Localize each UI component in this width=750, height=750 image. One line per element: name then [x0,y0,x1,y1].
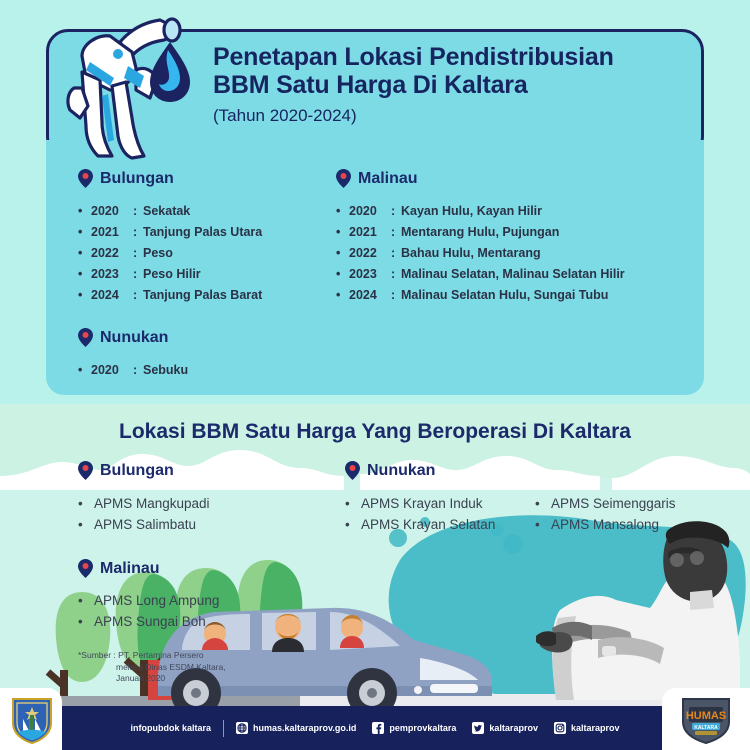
year-row [336,288,608,302]
year-label: 2022 [91,246,119,260]
section2-group-nunukan-heading: Nunukan [367,462,436,479]
apms-item [345,496,483,511]
location-pin-icon [78,559,93,578]
apms-label: APMS Mansalong [551,517,660,532]
source-line-1: *Sumber : PT. Pertamina Persero [78,650,204,660]
separator: : [133,288,138,302]
list-bullet: • [345,517,350,532]
location-value: Mentarang Hulu, Pujungan [401,225,560,239]
separator: : [391,225,396,239]
footer-content [0,706,750,750]
year-row [336,246,541,260]
year-label: 2020 [91,204,119,218]
year-label: 2024 [349,288,377,302]
apms-label: APMS Krayan Selatan [361,517,496,532]
year-row [336,267,625,281]
location-value: Bahau Hulu, Mentarang [401,246,541,260]
section1-group-bulungan-heading: Bulungan [100,170,174,187]
apms-label: APMS Krayan Induk [361,496,483,511]
location-value: Tanjung Palas Utara [143,225,263,239]
list-bullet: • [336,288,341,302]
twitter-icon [472,722,484,734]
fuel-nozzle-icon [52,6,192,166]
section2-title: Lokasi BBM Satu Harga Yang Beroperasi Di Kaltara [119,420,631,443]
svg-text:KALTARA: KALTARA [694,725,718,731]
section2-group-bulungan-heading: Bulungan [100,462,174,479]
year-label: 2024 [91,288,119,302]
year-label: 2023 [91,267,119,281]
section2-group-malinau-heading: Malinau [100,560,160,577]
globe-icon [236,722,248,734]
apms-item [78,496,210,511]
list-bullet: • [336,204,341,218]
separator: : [133,225,138,239]
separator: : [391,267,396,281]
list-bullet: • [78,204,83,218]
year-label: 2022 [349,246,377,260]
source-line-2: melalui Dinas ESDM Kaltara, [116,661,226,672]
apms-label: APMS Salimbatu [94,517,197,532]
section1-group-nunukan-heading: Nunukan [100,329,169,346]
page-title [213,43,683,99]
location-pin-icon [336,169,351,188]
list-bullet: • [78,614,83,629]
humas-kaltara-badge [662,688,750,750]
list-bullet: • [78,225,83,239]
instagram-icon [554,722,566,734]
list-bullet: • [336,246,341,260]
apms-label: APMS Seimenggaris [551,496,676,511]
separator: : [133,246,138,260]
list-bullet: • [78,246,83,260]
section1-group-malinau-heading: Malinau [358,170,418,187]
list-bullet: • [336,225,341,239]
svg-text:HUMAS: HUMAS [685,710,727,722]
footer-facebook-link[interactable] [372,722,456,734]
year-label: 2020 [91,363,119,377]
list-bullet: • [78,496,83,511]
apms-item [78,517,196,532]
list-bullet: • [345,496,350,511]
year-label: 2021 [349,225,377,239]
footer-divider [223,720,224,737]
list-bullet: • [78,593,83,608]
source-line-3: Januari 2020 [116,673,166,683]
title-line-1: Penetapan Lokasi Pendistribusian [213,43,614,71]
year-row [78,225,262,239]
apms-item [78,614,206,629]
location-pin-icon [78,461,93,480]
location-value: Tanjung Palas Barat [143,288,263,302]
year-row [78,204,190,218]
separator: : [133,267,138,281]
location-value: Malinau Selatan, Malinau Selatan Hilir [401,267,625,281]
location-value: Malinau Selatan Hulu, Sungai Tubu [401,288,609,302]
apms-item [535,496,676,511]
separator: : [391,246,396,260]
location-pin-icon [78,169,93,188]
source-note [78,650,268,685]
apms-item [78,593,219,608]
footer-instagram-label: kaltaraprov [570,723,620,733]
apms-label: APMS Mangkupadi [94,496,210,511]
footer-instagram-link[interactable] [554,722,620,734]
list-bullet: • [78,288,83,302]
separator: : [133,363,138,377]
footer-twitter-link[interactable] [472,722,538,734]
title-line-2: BBM Satu Harga Di Kaltara [213,71,528,99]
year-row [78,267,201,281]
location-value: Sebuku [143,363,189,377]
apms-item [345,517,495,532]
separator: : [391,288,396,302]
location-value: Kayan Hulu, Kayan Hilir [401,204,543,218]
year-row [78,246,173,260]
year-label: 2021 [91,225,119,239]
location-value: Sekatak [143,204,191,218]
separator: : [391,204,396,218]
list-bullet: • [78,517,83,532]
list-bullet: • [535,496,540,511]
footer-brand-label: infopubdok kaltara [130,723,212,733]
year-row [336,204,542,218]
location-pin-icon [78,328,93,347]
year-label: 2023 [349,267,377,281]
footer-website-link[interactable] [236,722,356,734]
year-row [78,363,188,377]
location-value: Peso [143,246,173,260]
apms-label: APMS Long Ampung [94,593,220,608]
location-pin-icon [345,461,360,480]
list-bullet: • [535,517,540,532]
year-row [336,225,559,239]
apms-label: APMS Sungai Boh [94,614,206,629]
list-bullet: • [78,363,83,377]
footer-facebook-label: pemprovkaltara [389,723,457,733]
list-bullet: • [336,267,341,281]
page-subtitle: (Tahun 2020-2024) [213,106,357,125]
year-row [78,288,262,302]
apms-item [535,517,659,532]
separator: : [133,204,138,218]
facebook-icon [372,722,384,734]
footer-website-label: humas.kaltaraprov.go.id [253,723,357,733]
kaltara-province-emblem [0,688,62,750]
footer-twitter-label: kaltaraprov [489,723,538,733]
list-bullet: • [78,267,83,281]
year-label: 2020 [349,204,377,218]
location-value: Peso Hilir [143,267,201,281]
footer-brand [131,723,212,733]
water-droplet-icon [150,42,190,102]
